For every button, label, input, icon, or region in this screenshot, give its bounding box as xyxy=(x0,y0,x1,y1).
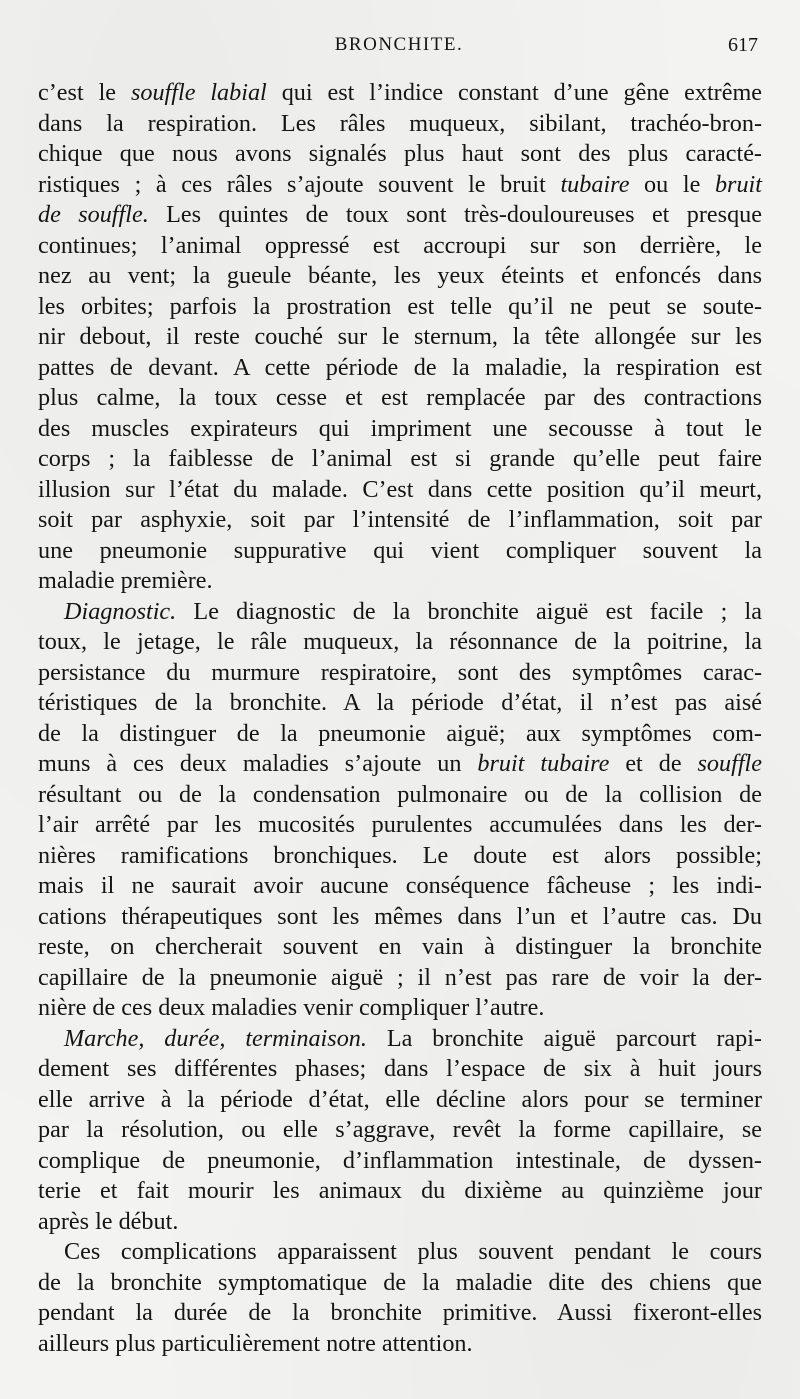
text-run: Le diagnostic de la bronchite aiguë est facile ; la xyxy=(176,597,762,625)
text-line xyxy=(38,810,762,841)
text-line xyxy=(38,536,762,567)
text-line xyxy=(38,444,762,475)
text-line xyxy=(38,414,762,445)
text-run: Ces complications apparaissent plus souvent pendant le cours xyxy=(64,1238,762,1265)
text-run: ailleurs plus particulièrement notre attention. xyxy=(38,1329,473,1357)
text-run: après le début. xyxy=(38,1207,179,1235)
text-line xyxy=(38,1146,762,1177)
text-line xyxy=(38,1329,762,1360)
text-line xyxy=(38,1237,762,1268)
text-line xyxy=(38,932,762,963)
paragraph xyxy=(38,597,762,1024)
text-run: pendant la durée de la bronchite primitive. Aussi fixeront-elles xyxy=(38,1299,762,1326)
text-line xyxy=(38,963,762,994)
text-line xyxy=(38,383,762,414)
text-line xyxy=(38,353,762,384)
text-run: par la résolution, ou elle s’aggrave, revêt la forme capillaire, se xyxy=(38,1116,762,1143)
text-line xyxy=(38,1298,762,1329)
text-line xyxy=(38,1054,762,1085)
text-line xyxy=(38,1268,762,1299)
text-run: chique que nous avons signalés plus haut sont des plus caracté- xyxy=(38,140,762,167)
text-line xyxy=(38,475,762,506)
text-line xyxy=(38,841,762,872)
text-run: qui est l’indice constant d’une gêne extrême xyxy=(266,79,762,106)
text-run: nir debout, il reste couché sur le sternum, la tête allongée sur les xyxy=(38,323,762,350)
text-line xyxy=(38,109,762,140)
text-line xyxy=(38,871,762,902)
text-line xyxy=(38,292,762,323)
text-run: c’est le xyxy=(38,79,131,106)
text-run: toux, le jetage, le râle muqueux, la résonnance de la poitrine, la xyxy=(38,628,762,655)
text-line xyxy=(38,78,762,109)
text-line xyxy=(38,993,762,1024)
text-run: cations thérapeutiques sont les mêmes dans l’un et l’autre cas. Du xyxy=(38,902,762,930)
text-run: nez au vent; la gueule béante, les yeux éteints et enfoncés dans xyxy=(38,262,762,289)
text-line xyxy=(38,1207,762,1238)
text-line xyxy=(38,170,762,201)
text-run: de la bronchite symptomatique de la maladie dite des chiens que xyxy=(38,1268,762,1296)
text-run: muns à ces deux maladies s’ajoute un xyxy=(38,750,478,777)
text-run: dement ses différentes phases; dans l’espace de six à huit jours xyxy=(38,1055,762,1082)
text-line xyxy=(38,627,762,658)
running-title: BRONCHITE. xyxy=(334,34,464,55)
italic-text: de souffle. xyxy=(38,201,149,228)
text-run: une pneumonie suppurative qui vient compliquer souvent la xyxy=(38,536,762,564)
text-run: les orbites; parfois la prostration est telle qu’il ne peut se soute- xyxy=(38,292,762,320)
text-line xyxy=(38,261,762,292)
text-run: corps ; la faiblesse de l’animal est si grande qu’elle peut faire xyxy=(38,445,762,472)
text-line xyxy=(38,658,762,689)
text-run: de la distinguer de la pneumonie aiguë; aux symptômes com- xyxy=(38,719,762,747)
page-number: 617 xyxy=(728,34,758,56)
paragraph xyxy=(38,78,762,597)
text-run: et de xyxy=(609,750,698,777)
text-run: plus calme, la toux cesse et est remplacée par des contractions xyxy=(38,384,762,411)
italic-text: bruit tubaire xyxy=(477,750,610,777)
text-run: continues; l’animal oppressé est accroupi sur son derrière, le xyxy=(38,231,762,259)
text-run: complique de pneumonie, d’inflammation intestinale, de dyssen- xyxy=(38,1146,762,1174)
text-run: dans la respiration. Les râles muqueux, sibilant, trachéo-bron- xyxy=(38,109,762,137)
text-run: maladie première. xyxy=(38,567,213,594)
text-run: soit par asphyxie, soit par l’intensité de l’inflammation, soit par xyxy=(38,506,762,533)
text-run: nières ramifications bronchiques. Le doute est alors possible; xyxy=(38,841,762,869)
italic-text: souffle labial xyxy=(130,79,267,106)
body-text xyxy=(38,78,762,1359)
text-run: La bronchite aiguë parcourt rapi- xyxy=(366,1024,762,1052)
text-line xyxy=(38,200,762,231)
text-run: elle arrive à la période d’état, elle décline alors pour se terminer xyxy=(38,1085,762,1113)
page-header xyxy=(36,34,762,60)
text-run: mais il ne saurait avoir aucune conséquence fâcheuse ; les indi- xyxy=(38,872,762,899)
text-run: téristiques de la bronchite. A la période d’état, il n’est pas aisé xyxy=(38,689,762,716)
text-run: résultant ou de la condensation pulmonaire ou de la collision de xyxy=(38,780,762,808)
italic-text: tubaire xyxy=(560,170,630,198)
text-line xyxy=(38,505,762,536)
text-line xyxy=(38,1085,762,1116)
text-line xyxy=(38,1115,762,1146)
text-line xyxy=(38,231,762,262)
text-run: des muscles expirateurs qui impriment une secousse à tout le xyxy=(38,414,762,442)
text-line xyxy=(38,780,762,811)
text-line xyxy=(38,139,762,170)
text-line xyxy=(38,902,762,933)
paragraph xyxy=(38,1024,762,1238)
italic-text: Diagnostic. xyxy=(64,597,177,625)
text-run: reste, on chercherait souvent en vain à distinguer la bronchite xyxy=(38,933,762,960)
text-run: Les quintes de toux sont très-douloureuses et presque xyxy=(148,201,762,228)
text-line xyxy=(38,1176,762,1207)
text-run: capillaire de la pneumonie aiguë ; il n’est pas rare de voir la der- xyxy=(38,963,762,991)
text-run: ristiques ; à ces râles s’ajoute souvent le bruit xyxy=(38,170,561,198)
text-line xyxy=(38,749,762,780)
text-line xyxy=(38,688,762,719)
italic-text: Marche, durée, terminaison. xyxy=(64,1024,367,1052)
text-run: persistance du murmure respiratoire, sont des symptômes carac- xyxy=(38,658,762,686)
text-run: nière de ces deux maladies venir compliquer l’autre. xyxy=(38,994,545,1021)
paragraph xyxy=(38,1237,762,1359)
text-line xyxy=(38,566,762,597)
text-run: terie et fait mourir les animaux du dixième au quinzième jour xyxy=(38,1177,762,1204)
italic-text: bruit xyxy=(714,170,762,198)
text-line xyxy=(38,1024,762,1055)
text-line xyxy=(38,597,762,628)
text-line xyxy=(38,322,762,353)
text-run: pattes de devant. A cette période de la maladie, la respiration est xyxy=(38,353,762,381)
text-run: illusion sur l’état du malade. C’est dans cette position qu’il meurt, xyxy=(38,475,762,503)
italic-text: souffle xyxy=(697,750,762,777)
text-line xyxy=(38,719,762,750)
text-run: l’air arrêté par les mucosités purulentes accumulées dans les der- xyxy=(38,811,762,838)
text-run: ou le xyxy=(629,170,715,198)
